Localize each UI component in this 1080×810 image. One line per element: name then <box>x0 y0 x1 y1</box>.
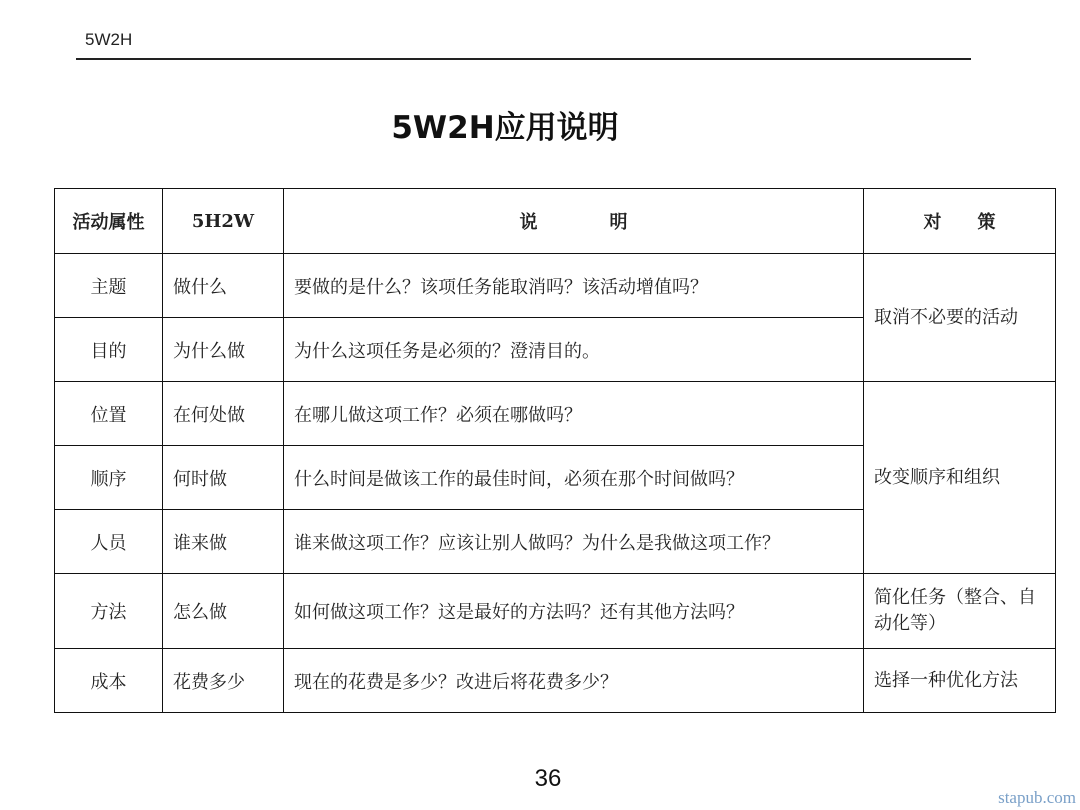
row-description: 现在的花费是多少？改进后将花费多少？ <box>284 649 864 713</box>
header-measure: 对 策 <box>864 189 1056 254</box>
watermark: stapub.com <box>998 788 1076 807</box>
row-attribute: 目的 <box>55 318 163 382</box>
5w2h-table <box>54 188 1056 713</box>
row-attribute: 成本 <box>55 649 163 713</box>
row-attribute: 方法 <box>55 574 163 649</box>
row-question: 花费多少 <box>163 649 284 713</box>
row-question: 为什么做 <box>163 318 284 382</box>
row-description: 在哪儿做这项工作？必须在哪做吗？ <box>284 382 864 446</box>
row-description: 谁来做这项工作？应该让别人做吗？为什么是我做这项工作？ <box>284 510 864 574</box>
measure-cell: 选择一种优化方法 <box>864 649 1056 713</box>
table-row <box>55 382 1056 446</box>
row-description: 为什么这项任务是必须的？澄清目的。 <box>284 318 864 382</box>
table-row <box>55 574 1056 649</box>
header-attribute: 活动属性 <box>55 189 163 254</box>
row-description: 什么时间是做该工作的最佳时间，必须在那个时间做吗？ <box>284 446 864 510</box>
measure-cell: 简化任务（整合、自动化等） <box>864 574 1056 649</box>
row-question: 做什么 <box>163 254 284 318</box>
page-number: 36 <box>534 765 562 792</box>
row-question: 谁来做 <box>163 510 284 574</box>
row-question: 何时做 <box>163 446 284 510</box>
header-description: 说 明 <box>284 189 864 254</box>
table-row <box>55 254 1056 318</box>
row-attribute: 主题 <box>55 254 163 318</box>
row-attribute: 顺序 <box>55 446 163 510</box>
measure-cell: 改变顺序和组织 <box>864 382 1056 574</box>
row-attribute: 位置 <box>55 382 163 446</box>
row-question: 怎么做 <box>163 574 284 649</box>
row-question: 在何处做 <box>163 382 284 446</box>
table-header-row <box>55 189 1056 254</box>
header-label: 5W2H <box>85 30 133 49</box>
row-description: 要做的是什么？该项任务能取消吗？该活动增值吗？ <box>284 254 864 318</box>
row-description: 如何做这项工作？这是最好的方法吗？还有其他方法吗？ <box>284 574 864 649</box>
table-row <box>55 649 1056 713</box>
row-attribute: 人员 <box>55 510 163 574</box>
header-question: 5H2W <box>163 189 284 254</box>
page-title: 5W2H应用说明 <box>391 110 619 146</box>
measure-cell: 取消不必要的活动 <box>864 254 1056 382</box>
header-divider <box>76 58 971 60</box>
